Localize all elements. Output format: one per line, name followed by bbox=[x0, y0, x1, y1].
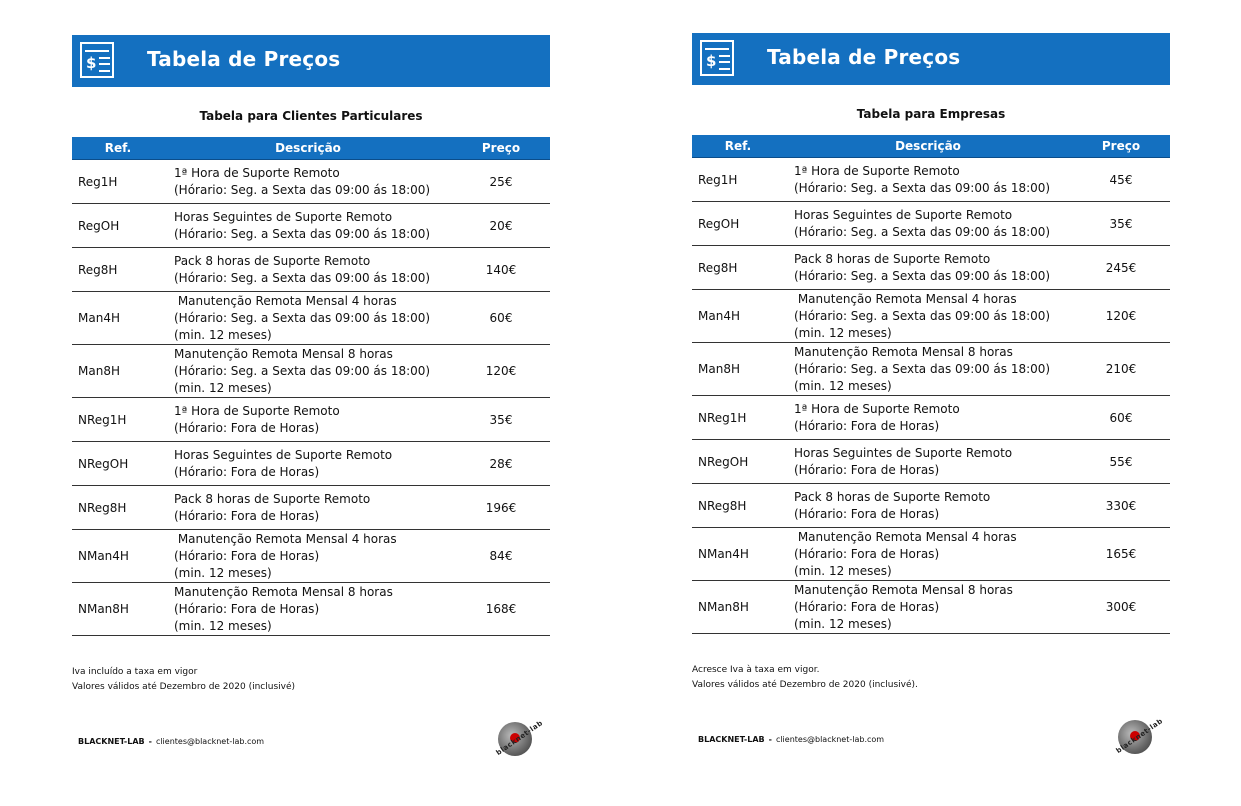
table-row bbox=[692, 343, 1170, 396]
description-line: (min. 12 meses) bbox=[174, 565, 272, 580]
price-cell: 120€ bbox=[1072, 290, 1170, 343]
description-line: Pack 8 horas de Suporte Remoto bbox=[174, 491, 371, 506]
description-line: 1ª Hora de Suporte Remoto bbox=[794, 401, 960, 416]
description-line: Manutenção Remota Mensal 8 horas bbox=[794, 582, 1013, 597]
title-banner bbox=[72, 35, 550, 87]
description-line: (Hórario: Fora de Horas) bbox=[174, 508, 320, 523]
table-row bbox=[72, 345, 550, 398]
description-cell bbox=[784, 246, 1072, 290]
table-subtitle: Tabela para Clientes Particulares bbox=[199, 109, 423, 123]
note-validity: Valores válidos até Dezembro de 2020 (inclusivé). bbox=[692, 680, 918, 690]
price-cell: 120€ bbox=[452, 345, 550, 398]
ref-cell: NMan4H bbox=[692, 528, 784, 581]
description-line: Pack 8 horas de Suporte Remoto bbox=[794, 489, 991, 504]
header-description: Descrição bbox=[784, 135, 1072, 158]
header-ref: Ref. bbox=[72, 137, 164, 160]
ref-cell: NMan4H bbox=[72, 530, 164, 583]
description-line: (Hórario: Fora de Horas) bbox=[174, 601, 320, 616]
header-description: Descrição bbox=[164, 137, 452, 160]
description-line: (min. 12 meses) bbox=[174, 618, 272, 633]
table-row bbox=[692, 158, 1170, 202]
description-line: Manutenção Remota Mensal 4 horas bbox=[174, 531, 397, 546]
table-row bbox=[72, 292, 550, 345]
table-row bbox=[692, 396, 1170, 440]
description-line: (Hórario: Fora de Horas) bbox=[174, 464, 320, 479]
price-table bbox=[72, 137, 550, 636]
price-cell: 210€ bbox=[1072, 343, 1170, 396]
ref-cell: NReg1H bbox=[72, 398, 164, 442]
description-line: (min. 12 meses) bbox=[794, 378, 892, 393]
price-cell: 245€ bbox=[1072, 246, 1170, 290]
footer-email: clientes@blacknet-lab.com bbox=[775, 735, 885, 744]
ref-cell: Man4H bbox=[72, 292, 164, 345]
table-subtitle: Tabela para Empresas bbox=[856, 107, 1006, 121]
ref-cell: Reg1H bbox=[692, 158, 784, 202]
description-cell bbox=[164, 486, 452, 530]
footer-company: BLACKNET-LAB bbox=[698, 735, 765, 744]
description-line: Horas Seguintes de Suporte Remoto bbox=[794, 445, 1013, 460]
description-line: Horas Seguintes de Suporte Remoto bbox=[174, 209, 393, 224]
ref-cell: NReg1H bbox=[692, 396, 784, 440]
ref-cell: NReg8H bbox=[72, 486, 164, 530]
notes bbox=[72, 665, 295, 695]
header-price: Preço bbox=[1072, 135, 1170, 158]
description-line: (Hórario: Seg. a Sexta das 09:00 ás 18:00) bbox=[794, 308, 1051, 323]
table-row bbox=[692, 581, 1170, 634]
price-cell: 35€ bbox=[1072, 202, 1170, 246]
logo-text: blacknet-lab bbox=[1114, 716, 1165, 756]
description-line: Manutenção Remota Mensal 4 horas bbox=[794, 291, 1017, 306]
price-cell: 165€ bbox=[1072, 528, 1170, 581]
footer-company: BLACKNET-LAB bbox=[78, 737, 145, 746]
description-line: 1ª Hora de Suporte Remoto bbox=[794, 163, 960, 178]
description-line: (Hórario: Fora de Horas) bbox=[794, 599, 940, 614]
description-cell bbox=[784, 484, 1072, 528]
ref-cell: Man8H bbox=[72, 345, 164, 398]
table-row bbox=[72, 583, 550, 636]
banner-title: Tabela de Preços bbox=[147, 47, 341, 71]
description-line: (Hórario: Seg. a Sexta das 09:00 ás 18:00) bbox=[174, 182, 431, 197]
price-cell: 25€ bbox=[452, 160, 550, 204]
price-cell: 330€ bbox=[1072, 484, 1170, 528]
footer bbox=[698, 735, 884, 744]
price-cell: 300€ bbox=[1072, 581, 1170, 634]
description-line: (min. 12 meses) bbox=[174, 327, 272, 342]
title-banner bbox=[692, 33, 1170, 85]
price-page-2 bbox=[692, 33, 1170, 756]
ref-cell: NMan8H bbox=[692, 581, 784, 634]
description-cell bbox=[164, 248, 452, 292]
description-line: (Hórario: Fora de Horas) bbox=[794, 462, 940, 477]
description-line: (min. 12 meses) bbox=[174, 380, 272, 395]
ref-cell: Reg1H bbox=[72, 160, 164, 204]
price-list-icon: $ bbox=[80, 42, 114, 78]
table-row bbox=[72, 248, 550, 292]
description-line: (Hórario: Fora de Horas) bbox=[794, 546, 940, 561]
price-cell: 140€ bbox=[452, 248, 550, 292]
description-line: Pack 8 horas de Suporte Remoto bbox=[174, 253, 371, 268]
footer-email: clientes@blacknet-lab.com bbox=[155, 737, 265, 746]
description-line: (Hórario: Seg. a Sexta das 09:00 ás 18:00) bbox=[794, 361, 1051, 376]
description-line: Horas Seguintes de Suporte Remoto bbox=[174, 447, 393, 462]
ref-cell: NRegOH bbox=[72, 442, 164, 486]
header-price: Preço bbox=[452, 137, 550, 160]
description-cell bbox=[164, 345, 452, 398]
description-cell bbox=[164, 398, 452, 442]
table-row bbox=[72, 442, 550, 486]
footer-separator: - bbox=[768, 735, 772, 744]
ref-cell: Man8H bbox=[692, 343, 784, 396]
footer-separator: - bbox=[148, 737, 152, 746]
table-row bbox=[72, 204, 550, 248]
price-cell: 60€ bbox=[452, 292, 550, 345]
description-cell bbox=[164, 442, 452, 486]
description-line: 1ª Hora de Suporte Remoto bbox=[174, 403, 340, 418]
description-line: (min. 12 meses) bbox=[794, 616, 892, 631]
price-cell: 28€ bbox=[452, 442, 550, 486]
description-cell bbox=[784, 528, 1072, 581]
description-line: Manutenção Remota Mensal 8 horas bbox=[174, 346, 393, 361]
description-cell bbox=[784, 290, 1072, 343]
description-cell bbox=[164, 160, 452, 204]
price-cell: 20€ bbox=[452, 204, 550, 248]
blacknet-lab-logo bbox=[1114, 716, 1165, 756]
ref-cell: NRegOH bbox=[692, 440, 784, 484]
footer bbox=[78, 737, 264, 746]
description-cell bbox=[784, 440, 1072, 484]
table-row bbox=[72, 486, 550, 530]
price-cell: 196€ bbox=[452, 486, 550, 530]
price-page-1 bbox=[72, 35, 550, 758]
description-line: Horas Seguintes de Suporte Remoto bbox=[794, 207, 1013, 222]
description-line: (Hórario: Seg. a Sexta das 09:00 ás 18:00) bbox=[174, 270, 431, 285]
ref-cell: NReg8H bbox=[692, 484, 784, 528]
description-line: (Hórario: Seg. a Sexta das 09:00 ás 18:00) bbox=[174, 226, 431, 241]
table-row bbox=[692, 484, 1170, 528]
table-row bbox=[72, 530, 550, 583]
notes bbox=[692, 663, 918, 693]
header-ref: Ref. bbox=[692, 135, 784, 158]
ref-cell: Man4H bbox=[692, 290, 784, 343]
note-vat: Acresce Iva à taxa em vigor. bbox=[692, 665, 820, 675]
table-row bbox=[72, 398, 550, 442]
table-row bbox=[692, 440, 1170, 484]
price-cell: 45€ bbox=[1072, 158, 1170, 202]
description-line: (Hórario: Fora de Horas) bbox=[794, 506, 940, 521]
table-row bbox=[692, 246, 1170, 290]
ref-cell: RegOH bbox=[72, 204, 164, 248]
description-line: (min. 12 meses) bbox=[794, 325, 892, 340]
table-row bbox=[72, 160, 550, 204]
price-list-icon: $ bbox=[700, 40, 734, 76]
price-cell: 55€ bbox=[1072, 440, 1170, 484]
note-vat: Iva incluído a taxa em vigor bbox=[72, 667, 198, 677]
description-line: (Hórario: Seg. a Sexta das 09:00 ás 18:00) bbox=[794, 224, 1051, 239]
logo-text: blacknet-lab bbox=[494, 718, 545, 758]
description-line: 1ª Hora de Suporte Remoto bbox=[174, 165, 340, 180]
description-cell bbox=[784, 158, 1072, 202]
description-cell bbox=[164, 530, 452, 583]
description-line: Manutenção Remota Mensal 4 horas bbox=[794, 529, 1017, 544]
description-cell bbox=[164, 292, 452, 345]
description-cell bbox=[164, 583, 452, 636]
table-row bbox=[692, 290, 1170, 343]
table-header-row bbox=[72, 137, 550, 160]
banner-title: Tabela de Preços bbox=[767, 45, 961, 69]
description-line: Pack 8 horas de Suporte Remoto bbox=[794, 251, 991, 266]
description-line: Manutenção Remota Mensal 4 horas bbox=[174, 293, 397, 308]
price-cell: 84€ bbox=[452, 530, 550, 583]
table-row bbox=[692, 202, 1170, 246]
description-cell bbox=[784, 343, 1072, 396]
table-header-row bbox=[692, 135, 1170, 158]
description-line: (Hórario: Seg. a Sexta das 09:00 ás 18:00) bbox=[174, 363, 431, 378]
description-cell bbox=[784, 202, 1072, 246]
description-cell bbox=[784, 581, 1072, 634]
ref-cell: RegOH bbox=[692, 202, 784, 246]
price-table bbox=[692, 135, 1170, 634]
description-line: (Hórario: Seg. a Sexta das 09:00 ás 18:00) bbox=[794, 268, 1051, 283]
description-cell bbox=[164, 204, 452, 248]
price-cell: 168€ bbox=[452, 583, 550, 636]
description-line: (Hórario: Seg. a Sexta das 09:00 ás 18:00) bbox=[794, 180, 1051, 195]
description-cell bbox=[784, 396, 1072, 440]
description-line: Manutenção Remota Mensal 8 horas bbox=[174, 584, 393, 599]
price-cell: 60€ bbox=[1072, 396, 1170, 440]
blacknet-lab-logo bbox=[494, 718, 545, 758]
table-row bbox=[692, 528, 1170, 581]
description-line: (Hórario: Fora de Horas) bbox=[174, 420, 320, 435]
description-line: Manutenção Remota Mensal 8 horas bbox=[794, 344, 1013, 359]
ref-cell: Reg8H bbox=[692, 246, 784, 290]
description-line: (Hórario: Seg. a Sexta das 09:00 ás 18:00) bbox=[174, 310, 431, 325]
price-cell: 35€ bbox=[452, 398, 550, 442]
description-line: (min. 12 meses) bbox=[794, 563, 892, 578]
ref-cell: Reg8H bbox=[72, 248, 164, 292]
description-line: (Hórario: Fora de Horas) bbox=[794, 418, 940, 433]
description-line: (Hórario: Fora de Horas) bbox=[174, 548, 320, 563]
note-validity: Valores válidos até Dezembro de 2020 (inclusivé) bbox=[72, 682, 296, 692]
ref-cell: NMan8H bbox=[72, 583, 164, 636]
